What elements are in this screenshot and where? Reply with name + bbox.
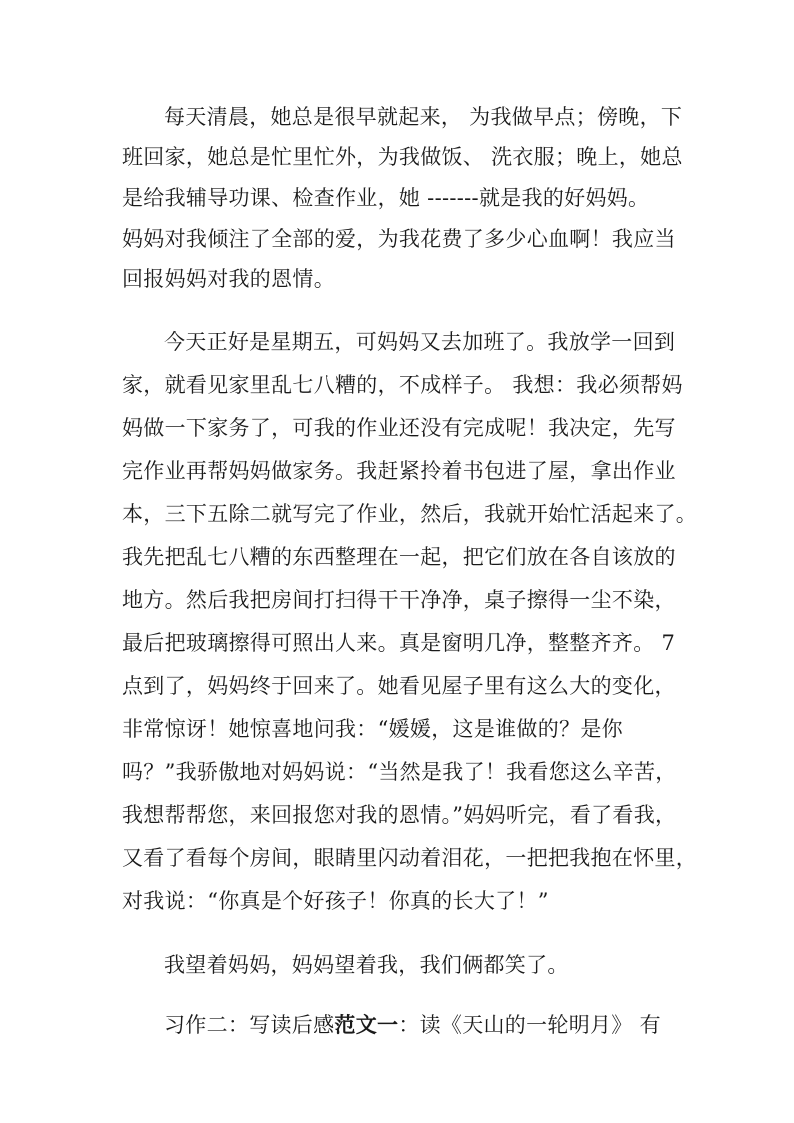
- paragraph-2-line-2: 家，就看见家里乱七八糟的，不成样子。 我想：我必须帮妈: [122, 373, 683, 397]
- heading-prefix: 习作二：写读后感: [164, 1013, 335, 1037]
- paragraph-2-line-11: 吗？”我骄傲地对妈妈说：“当然是我了！我看您这么辛苦，: [122, 760, 677, 784]
- paragraph-1-line-4: 妈妈对我倾注了全部的爱，为我花费了多少心血啊！我应当: [122, 227, 676, 251]
- heading-bold: 范文一: [334, 1012, 399, 1037]
- paragraph-2-line-13: 又看了看每个房间，眼睛里闪动着泪花，一把把我抱在怀里，: [122, 846, 698, 870]
- paragraph-2-line-4: 完作业再帮妈妈做家务。我赶紧拎着书包进了屋，拿出作业: [122, 459, 676, 483]
- section-heading: [164, 1012, 661, 1038]
- paragraph-2-line-8: 最后把玻璃擦得可照出人来。真是窗明几净，整整齐齐。 7: [122, 631, 676, 655]
- paragraph-1-line-1: 每天清晨，她总是很早就起来， 为我做早点；傍晚，下: [164, 105, 683, 129]
- paragraph-1-line-2: 班回家，她总是忙里忙外，为我做饭、 洗衣服；晚上，她总: [122, 145, 683, 169]
- paragraph-2-line-5: 本，三下五除二就写完了作业，然后，我就开始忙活起来了。: [122, 502, 698, 526]
- paragraph-3-line-1: 我望着妈妈，妈妈望着我，我们俩都笑了。: [164, 953, 569, 977]
- paragraph-2-line-12: 我想帮帮您，来回报您对我的恩情。”妈妈听完，看了看我，: [122, 803, 677, 827]
- paragraph-2-line-1: 今天正好是星期五，可妈妈又去加班了。我放学一回到: [164, 330, 676, 354]
- paragraph-2-line-3: 妈做一下家务了，可我的作业还没有完成呢！我决定，先写: [122, 416, 676, 440]
- paragraph-2-line-7: 地方。然后我把房间打扫得干干净净，桌子擦得一尘不染，: [122, 588, 676, 612]
- paragraph-2-line-9: 点到了，妈妈终于回来了。她看见屋子里有这么大的变化，: [122, 674, 676, 698]
- paragraph-1-line-3: 是给我辅导功课、检查作业，她 -------就是我的好妈妈。: [122, 186, 650, 210]
- paragraph-2-line-10: 非常惊讶！她惊喜地问我：“媛媛，这是谁做的？是你: [122, 717, 623, 741]
- paragraph-2-line-14: 对我说：“你真是个好孩子！你真的长大了！”: [122, 889, 549, 913]
- paragraph-2-line-6: 我先把乱七八糟的东西整理在一起，把它们放在各自该放的: [122, 545, 676, 569]
- paragraph-1-line-5: 回报妈妈对我的恩情。: [122, 267, 335, 291]
- heading-suffix: ：读《天山的一轮明月》 有: [398, 1013, 661, 1037]
